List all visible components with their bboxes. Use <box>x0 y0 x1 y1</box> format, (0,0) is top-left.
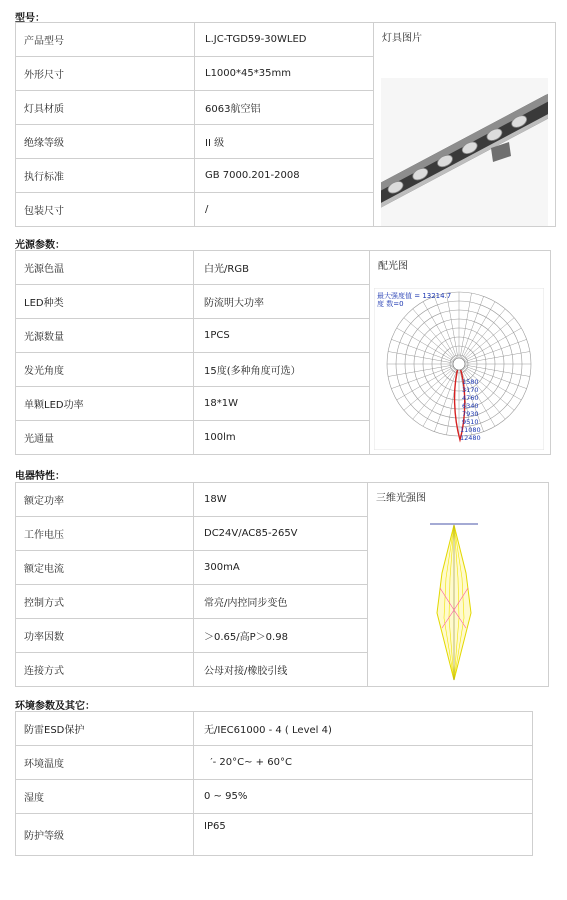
row-value: 无/IEC61000 - 4 ( Level 4) <box>194 712 533 746</box>
row-value: 18*1W <box>194 387 370 421</box>
row-value: L.JC-TGD59-30WLED <box>195 23 374 57</box>
row-label: 产品型号 <box>16 23 195 57</box>
row-label: 湿度 <box>16 780 194 814</box>
row-value: II 级 <box>195 125 374 159</box>
environment-table <box>15 711 533 856</box>
row-label: 连接方式 <box>16 653 194 687</box>
row-value: 300mA <box>194 551 368 585</box>
row-value: 常亮/内控同步变色 <box>194 585 368 619</box>
polar-tick-label: 9510 <box>462 418 479 426</box>
row-value: 15度(多种角度可选） <box>194 353 370 387</box>
polar-tick-label: 12480 <box>460 434 481 442</box>
polar-tick-label: 7930 <box>462 410 479 418</box>
section-title-environment: 环境参数及其它： <box>15 701 95 712</box>
led-bar-fixture-image <box>381 78 548 226</box>
section-title-electrical: 电器特性： <box>15 471 65 482</box>
table-row <box>16 23 556 57</box>
row-label: 发光角度 <box>16 353 194 387</box>
table-row <box>16 712 533 746</box>
row-label: 防雷ESD保护 <box>16 712 194 746</box>
polar-header-line1: 最大强度值 = 13214.7 <box>377 292 452 300</box>
fixture-photo-label: 灯具图片 <box>382 33 422 44</box>
row-label: 额定电流 <box>16 551 194 585</box>
row-value: L1000*45*35mm <box>195 57 374 91</box>
table-row <box>16 814 533 856</box>
row-label: 光源色温 <box>16 251 194 285</box>
table-row <box>16 483 549 517</box>
row-value: DC24V/AC85-265V <box>194 517 368 551</box>
polar-center <box>453 358 465 370</box>
polar-light-distribution-diagram <box>374 288 544 450</box>
polar-tick-label: 6340 <box>462 402 479 410</box>
row-value: 100lm <box>194 421 370 455</box>
row-value: 白光/RGB <box>194 251 370 285</box>
row-label: 功率因数 <box>16 619 194 653</box>
row-label: 工作电压 <box>16 517 194 551</box>
row-label: 额定功率 <box>16 483 194 517</box>
row-label: 光源数量 <box>16 319 194 353</box>
row-value: 公母对接/橡胶引线 <box>194 653 368 687</box>
table-row <box>16 746 533 780</box>
row-value: IP65 <box>194 814 533 856</box>
row-value: 1PCS <box>194 319 370 353</box>
row-value: 防流明大功率 <box>194 285 370 319</box>
row-value: ＞0.65/高P＞0.98 <box>194 619 368 653</box>
row-value: / <box>195 193 374 227</box>
row-label: 灯具材质 <box>16 91 195 125</box>
3d-intensity-label: 三维光强图 <box>376 493 426 504</box>
polar-tick-label: 11080 <box>460 426 481 434</box>
table-row <box>16 780 533 814</box>
row-label: 光通量 <box>16 421 194 455</box>
row-label: 单颗LED功率 <box>16 387 194 421</box>
section-title-model: 型号： <box>15 13 45 24</box>
row-label: 绝缘等级 <box>16 125 195 159</box>
row-label: 执行标准 <box>16 159 195 193</box>
section-title-light-source: 光源参数： <box>15 240 65 251</box>
row-value: 18W <box>194 483 368 517</box>
row-label: LED种类 <box>16 285 194 319</box>
row-value: ′- 20°C~ + 60°C <box>194 746 533 780</box>
polar-tick-label: 4760 <box>462 394 479 402</box>
polar-header-line2: 度 数=0 <box>377 300 404 308</box>
polar-tick-label: 3170 <box>462 386 479 394</box>
table-row <box>16 251 551 285</box>
row-label: 控制方式 <box>16 585 194 619</box>
row-value: 0 ~ 95% <box>194 780 533 814</box>
row-label: 包装尺寸 <box>16 193 195 227</box>
row-label: 外形尺寸 <box>16 57 195 91</box>
row-label: 防护等级 <box>16 814 194 856</box>
row-value: GB 7000.201-2008 <box>195 159 374 193</box>
row-label: 环境温度 <box>16 746 194 780</box>
polar-tick-label: 1580 <box>462 378 479 386</box>
light-distribution-label: 配光图 <box>378 261 408 272</box>
row-value: 6063航空铝 <box>195 91 374 125</box>
3d-intensity-figure <box>404 518 504 684</box>
